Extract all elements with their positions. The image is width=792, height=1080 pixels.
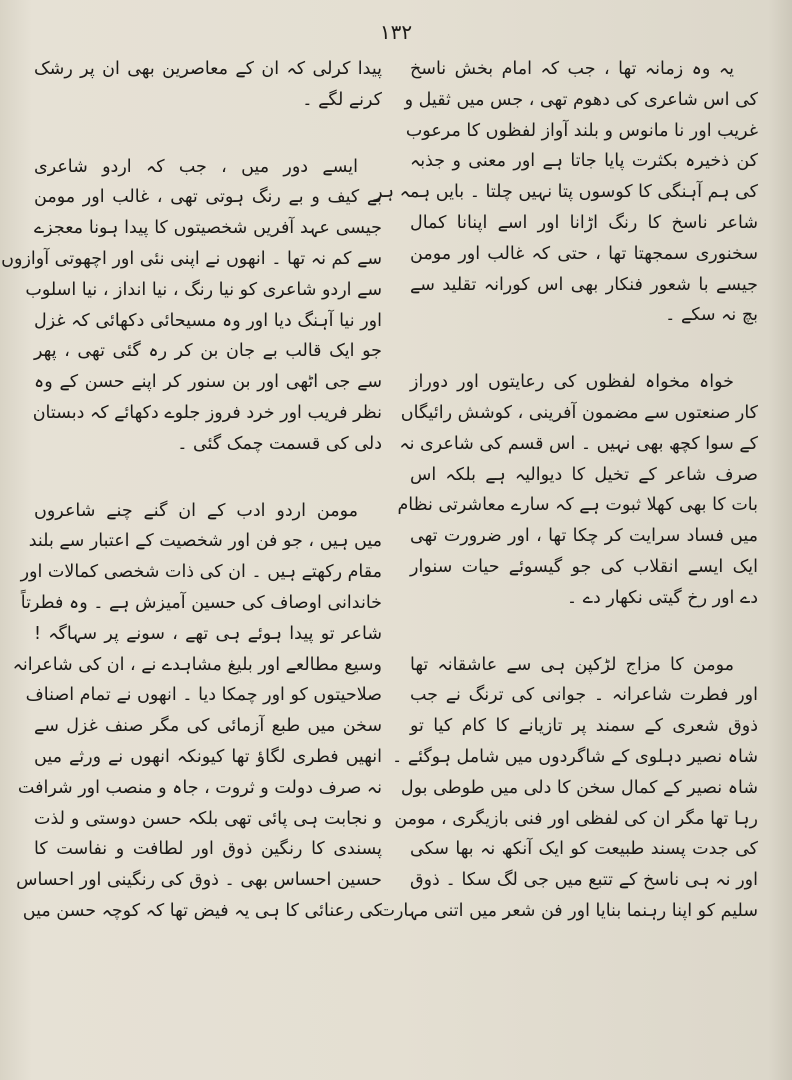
paragraph (374, 54, 758, 331)
text-line: صرف شاعر کے تخیل کا دیوالیہ ہے بلکہ اس (410, 464, 758, 485)
text-line: مومن اردو ادب کے ان گنے چنے شاعروں (34, 500, 358, 521)
text-line: پسندی کا رنگین ذوق اور لطافت و نفاست کا (34, 839, 382, 860)
text-line: جیسی عہد آفریں شخصیتوں کا پیدا ہونا معجزے (34, 218, 382, 239)
text-line: سخن میں طبع آزمائی کی مگر صنف غزل سے (34, 716, 382, 737)
text-line: مقام رکھتے ہیں ۔ ان کی ذات شخصی کمالات اور (20, 562, 382, 583)
text-line: و نجابت ہی پائی تھی بلکہ حسن دوستی و لذت (34, 808, 382, 829)
paragraph (397, 367, 758, 613)
text-line: یہ وہ زمانہ تھا ، جب کہ امام بخش ناسخ (410, 59, 734, 79)
paragraph-gap (34, 460, 382, 496)
text-line: وسیع مطالعے اور بلیغ مشاہدے نے ، ان کی شاعرانہ (12, 654, 382, 675)
text-line: صلاحیتوں کو اور چمکا دیا ۔ انھوں نے تمام اصناف (25, 685, 382, 706)
text-line: انھیں فطری لگاؤ تھا کیونکہ انھوں نے ورثے میں (34, 746, 382, 767)
text-line: بچ نہ سکے ۔ (665, 305, 758, 326)
text-line: جیسے با شعور فنکار بھی اس کورانہ تقلید سے (410, 274, 758, 295)
text-line: رہا تھا مگر ان کی لفظی اور فنی بازیگری ، مومن (394, 808, 758, 829)
text-line: بات کا بھی کھلا ثبوت ہے کہ سارے معاشرتی نظام (397, 495, 758, 516)
text-line: جو ایک قالب بے جان بن کر رہ گئی تھی ، پھر (34, 341, 382, 362)
text-line: ایک ایسے انقلاب کی جو گیسوئے حیات سنوار (410, 556, 758, 577)
text-line: کن ذخیرہ بکثرت پایا جاتا ہے اور معنی و جذبہ (410, 151, 758, 172)
text-line: شاعر تو پیدا ہوئے ہی تھے ، سونے پر سہاگہ ! (34, 623, 382, 644)
paragraph (34, 54, 382, 116)
left-column (1, 54, 382, 927)
text-line: سے اردو شاعری کو نیا رنگ ، نیا انداز ، نیا اسلوب (25, 279, 382, 300)
text-line: اور نیا آہنگ دیا اور وہ مسیحائی دکھائی کہ غزل (34, 310, 382, 331)
text-line: سلیم کو اپنا رہنما بنایا اور فن شعر میں اتنی مہارت (378, 900, 758, 921)
text-line: نہ صرف دولت و ثروت ، جاہ و منصب اور شرافت (17, 777, 382, 798)
text-line: دلی کی قسمت چمک گئی ۔ (177, 433, 382, 454)
text-line: مومن کا مزاج لڑکپن ہی سے عاشقانہ تھا (410, 654, 734, 675)
text-line: میں فساد سرایت کر چکا تھا ، اور ضرورت تھی (410, 526, 758, 547)
paragraph-gap (410, 331, 758, 367)
text-line: خاندانی اوصاف کی حسین آمیزش ہے ۔ وہ فطرتاً (20, 592, 382, 613)
text-line: کار صنعتوں سے مضمون آفرینی ، کوشش رائیگاں (400, 402, 758, 423)
text-line: ذوق شعری کے سمند پر تازیانے کا کام کیا تو (410, 716, 758, 737)
paragraph-gap (410, 614, 758, 650)
paragraph (378, 650, 758, 927)
text-line: غریب اور نا مانوس و بلند آواز لفظوں کا مرعوب (405, 120, 758, 141)
text-line: حسین احساس بھی ۔ ذوق کی رنگینی اور احساس (16, 870, 382, 891)
text-line: شاہ نصیر کے کمال سخن کا دلی میں طوطی بول (400, 777, 758, 798)
page-number: ۱۳۲ (379, 20, 413, 44)
text-line: خواہ مخواہ لفظوں کی رعایتوں اور دوراز (410, 372, 734, 393)
paragraph (12, 496, 382, 927)
text-line: میں ہیں ، جو فن اور شخصیت کے اعتبار سے بلند (28, 531, 382, 552)
text-line: کی ہم آہنگی کا کوسوں پتا نہیں چلتا ۔ بایں ہمہ ہر (374, 182, 758, 203)
text-line: کی رعنائی کا ہی یہ فیض تھا کہ کوچہ حسن میں (22, 900, 382, 921)
text-line: نظر فریب اور خرد فروز جلوے دکھائے کہ دبستان (32, 402, 382, 423)
text-line: کی جدت پسند طبیعت کو ایک آنکھ نہ بھا سکی (410, 839, 758, 860)
text-line: شاہ نصیر دہلوی کے شاگردوں میں شامل ہوگئے ۔ (392, 746, 758, 767)
text-line: دے اور رخ گیتی نکھار دے ۔ (566, 587, 758, 608)
text-line: اور نہ ہی ناسخ کے تتبع میں جی لگ سکا ۔ ذوق (410, 870, 758, 891)
text-line: پیدا کرلی کہ ان کے معاصرین بھی ان پر رشک (34, 59, 382, 79)
text-line: سے کم نہ تھا ۔ انھوں نے اپنی نئی اور اچھوتی آوازوں (1, 248, 382, 269)
text-line: اور فطرت شاعرانہ ۔ جوانی کی ترنگ نے جب (410, 685, 758, 706)
paragraph (1, 152, 382, 460)
text-line: کی اس شاعری کی دھوم تھی ، جس میں ثقیل و (404, 89, 758, 110)
text-line: سخنوری سمجھتا تھا ، حتی کہ غالب اور مومن (410, 243, 758, 264)
paragraph-gap (34, 116, 382, 152)
right-column (374, 54, 758, 927)
text-line: شاعر ناسخ کا رنگ اڑانا اور اسے اپنانا کمال (410, 212, 758, 233)
text-line: سے جی اٹھی اور بن سنور کر اپنے حسن کے وہ (34, 372, 382, 393)
text-line: ایسے دور میں ، جب کہ اردو شاعری (34, 156, 358, 177)
text-line: کے سوا کچھ بھی نہیں ۔ اس قسم کی شاعری نہ (399, 433, 758, 454)
text-line: بے کیف و بے رنگ ہوتی تھی ، غالب اور مومن (34, 187, 382, 208)
text-line: کرنے لگے ۔ (302, 89, 382, 110)
